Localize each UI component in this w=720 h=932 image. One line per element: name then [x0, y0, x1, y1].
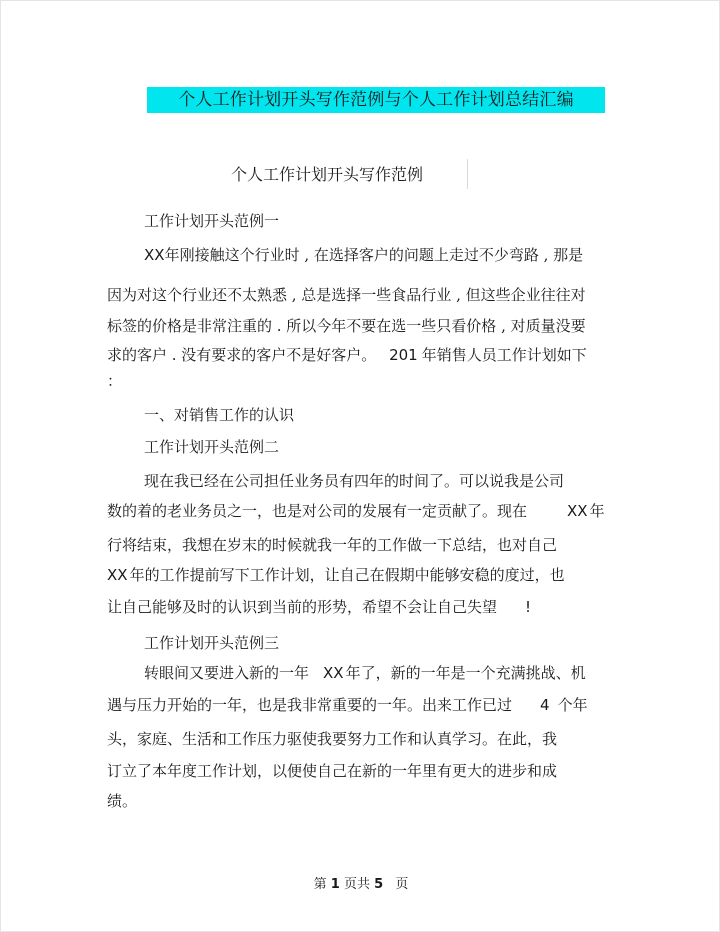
- text-cursor-divider: [467, 159, 468, 189]
- paragraph-line: [107, 596, 531, 618]
- document-title: 个人工作计划开头写作范例与个人工作计划总结汇编: [178, 90, 574, 110]
- text-segment: 4: [540, 696, 550, 714]
- text-segment: 201: [389, 346, 418, 364]
- text-segment: 年: [589, 502, 605, 520]
- paragraph-line: [144, 662, 586, 684]
- paragraph-line: [107, 344, 587, 366]
- paragraph-line: 绩。: [107, 792, 138, 810]
- text-segment: !: [525, 598, 532, 616]
- footer-mid: 页共: [343, 877, 370, 892]
- text-segment: 年的工作提前写下工作计划，让自己在假期中能够安稳的度过，也: [129, 566, 565, 584]
- text-segment: 转眼间又要进入新的一年: [144, 664, 310, 682]
- text-segment: 求的客户 . 没有要求的客户不是好客户。: [107, 346, 377, 364]
- text-segment: 年销售人员工作计划如下: [421, 346, 587, 364]
- current-page-number: 1: [330, 877, 340, 892]
- text-segment: 个年: [557, 696, 588, 714]
- footer-suffix: 页: [395, 877, 409, 892]
- text-segment: 年了，新的一年是一个充满挑战、机: [345, 664, 586, 682]
- list-point: 一、对销售工作的认识: [144, 406, 295, 424]
- text-segment: 让自己能够及时的认识到当前的形势，希望不会让自己失望: [107, 598, 498, 616]
- paragraph-line: 头，家庭、生活和工作压力驱使我要努力工作和认真学习。在此，我: [107, 730, 558, 748]
- footer-prefix: 第: [313, 877, 327, 892]
- paragraph-line: [144, 244, 583, 266]
- paragraph-line: ：: [107, 372, 123, 390]
- text-segment: XX: [567, 502, 588, 520]
- text-segment: 年刚接触这个行业时 , 在选择客户的问题上走过不少弯路 , 那是: [164, 246, 584, 264]
- paragraph-line: 现在我已经在公司担任业务员有四年的时间了。可以说我是公司: [144, 472, 565, 490]
- text-segment: XX: [323, 664, 344, 682]
- section-subtitle: 个人工作计划开头写作范例: [231, 165, 424, 184]
- page-footer: [1, 875, 720, 895]
- paragraph-line: 订立了本年度工作计划，以便使自己在新的一年里有更大的进步和成: [107, 762, 558, 780]
- example-heading-1: 工作计划开头范例一: [144, 212, 280, 230]
- example-heading-2: 工作计划开头范例二: [144, 438, 280, 456]
- paragraph-line: 标签的价格是非常注重的 . 所以今年不要在选一些只看价格 , 对质量没要: [107, 317, 586, 335]
- paragraph-line: [107, 500, 605, 522]
- text-segment: 数的着的老业务员之一，也是对公司的发展有一定贡献了。现在: [107, 502, 528, 520]
- text-segment: 遇与压力开始的一年，也是我非常重要的一年。出来工作已过: [107, 696, 513, 714]
- text-segment: XX: [144, 246, 165, 264]
- paragraph-line: [107, 564, 565, 586]
- total-page-count: 5: [374, 877, 384, 892]
- paragraph-line: 行将结束，我想在岁末的时候就我一年的工作做一下总结，也对自己: [107, 536, 558, 554]
- text-segment: XX: [107, 566, 128, 584]
- paragraph-line: 因为对这个行业还不太熟悉 , 总是选择一些食品行业 , 但这些企业往往对: [107, 286, 586, 304]
- example-heading-3: 工作计划开头范例三: [144, 634, 280, 652]
- paragraph-line: [107, 694, 588, 716]
- document-title-banner: [147, 87, 605, 113]
